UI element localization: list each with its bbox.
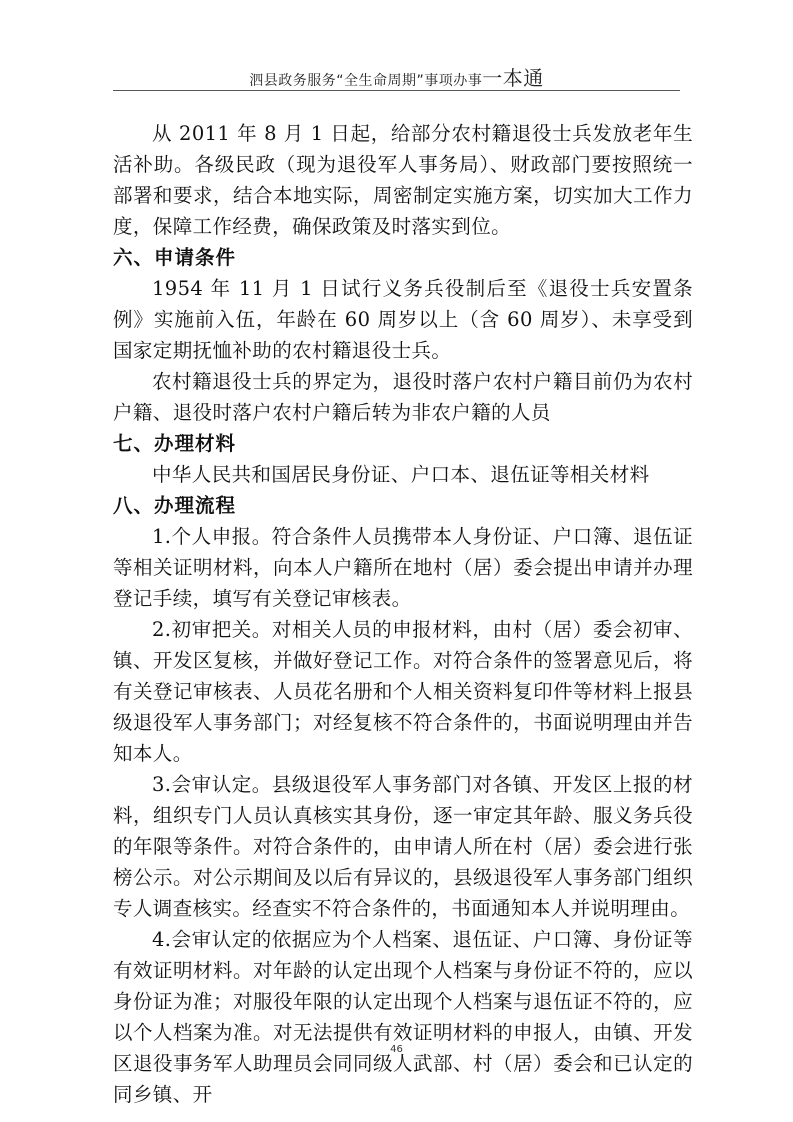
page-number: 46: [390, 1044, 403, 1055]
header-title-emphasis: 一本通: [482, 66, 544, 90]
procedure-step-3: 3.会审认定。县级退役军人事务部门对各镇、开发区上报的材料，组织专门人员认真核实其身份，逐一审定其年龄、服义务兵役的年限等条件。对符合条件的，由申请人所在村（居）委会进行张榜公示。对公示期间及以后有异议的，县级退役军人事务部门组织专人调查核实。经查实不符合条件的，书面通知本人并说明理由。: [113, 773, 693, 920]
procedure-step-4: 4.会审认定的依据应为个人档案、退伍证、户口簿、身份证等有效证明材料。对年龄的认定出现个人档案与身份证不符的，应以身份证为准；对服役年限的认定出现个人档案与退伍证不符的，应以个人档案为准。对无法提供有效证明材料的申报人，由镇、开发区退役事务军人助理员会同同级人武部、村（居）委会和已认定的同乡镇、开: [113, 928, 693, 1106]
procedure-step-1: 1.个人申报。符合条件人员携带本人身份证、户口簿、退伍证等相关证明材料，向本人户籍所在地村（居）委会提出申请并办理登记手续，填写有关登记审核表。: [113, 525, 693, 610]
section-heading-application-conditions: 六、申请条件: [113, 246, 237, 269]
section-heading-procedure: 八、办理流程: [113, 494, 237, 517]
section-heading-materials: 七、办理材料: [113, 432, 237, 455]
running-header: [0, 62, 793, 91]
header-title: 泗县政务服务“全生命周期”事项办事: [249, 73, 483, 89]
materials-paragraph: 中华人民共和国居民身份证、户口本、退伍证等相关材料: [152, 463, 650, 486]
procedure-step-2: 2.初审把关。对相关人员的申报材料，由村（居）委会初审、镇、开发区复核，并做好登记工作。对符合条件的签署意见后，将有关登记审核表、人员花名册和个人相关资料复印件等材料上报县级退役军人事务部门；对经复核不符合条件的，书面说明理由并告知本人。: [113, 618, 693, 765]
conditions-paragraph-1: 1954 年 11 月 1 日试行义务兵役制后至《退役士兵安置条例》实施前入伍，年龄在 60 周岁以上（含 60 周岁）、未享受到国家定期抚恤补助的农村籍退役士兵。: [113, 277, 693, 362]
header-rule: [113, 90, 680, 91]
conditions-paragraph-2: 农村籍退役士兵的界定为，退役时落户农村户籍目前仍为农村户籍、退役时落户农村户籍后转为非农户籍的人员: [113, 370, 693, 424]
document-body: [113, 118, 693, 1110]
intro-paragraph: 从 2011 年 8 月 1 日起，给部分农村籍退役士兵发放老年生活补助。各级民政（现为退役军人事务局）、财政部门要按照统一部署和要求，结合本地实际，周密制定实施方案，切实加大工作力度，保障工作经费，确保政策及时落实到位。: [113, 122, 693, 238]
